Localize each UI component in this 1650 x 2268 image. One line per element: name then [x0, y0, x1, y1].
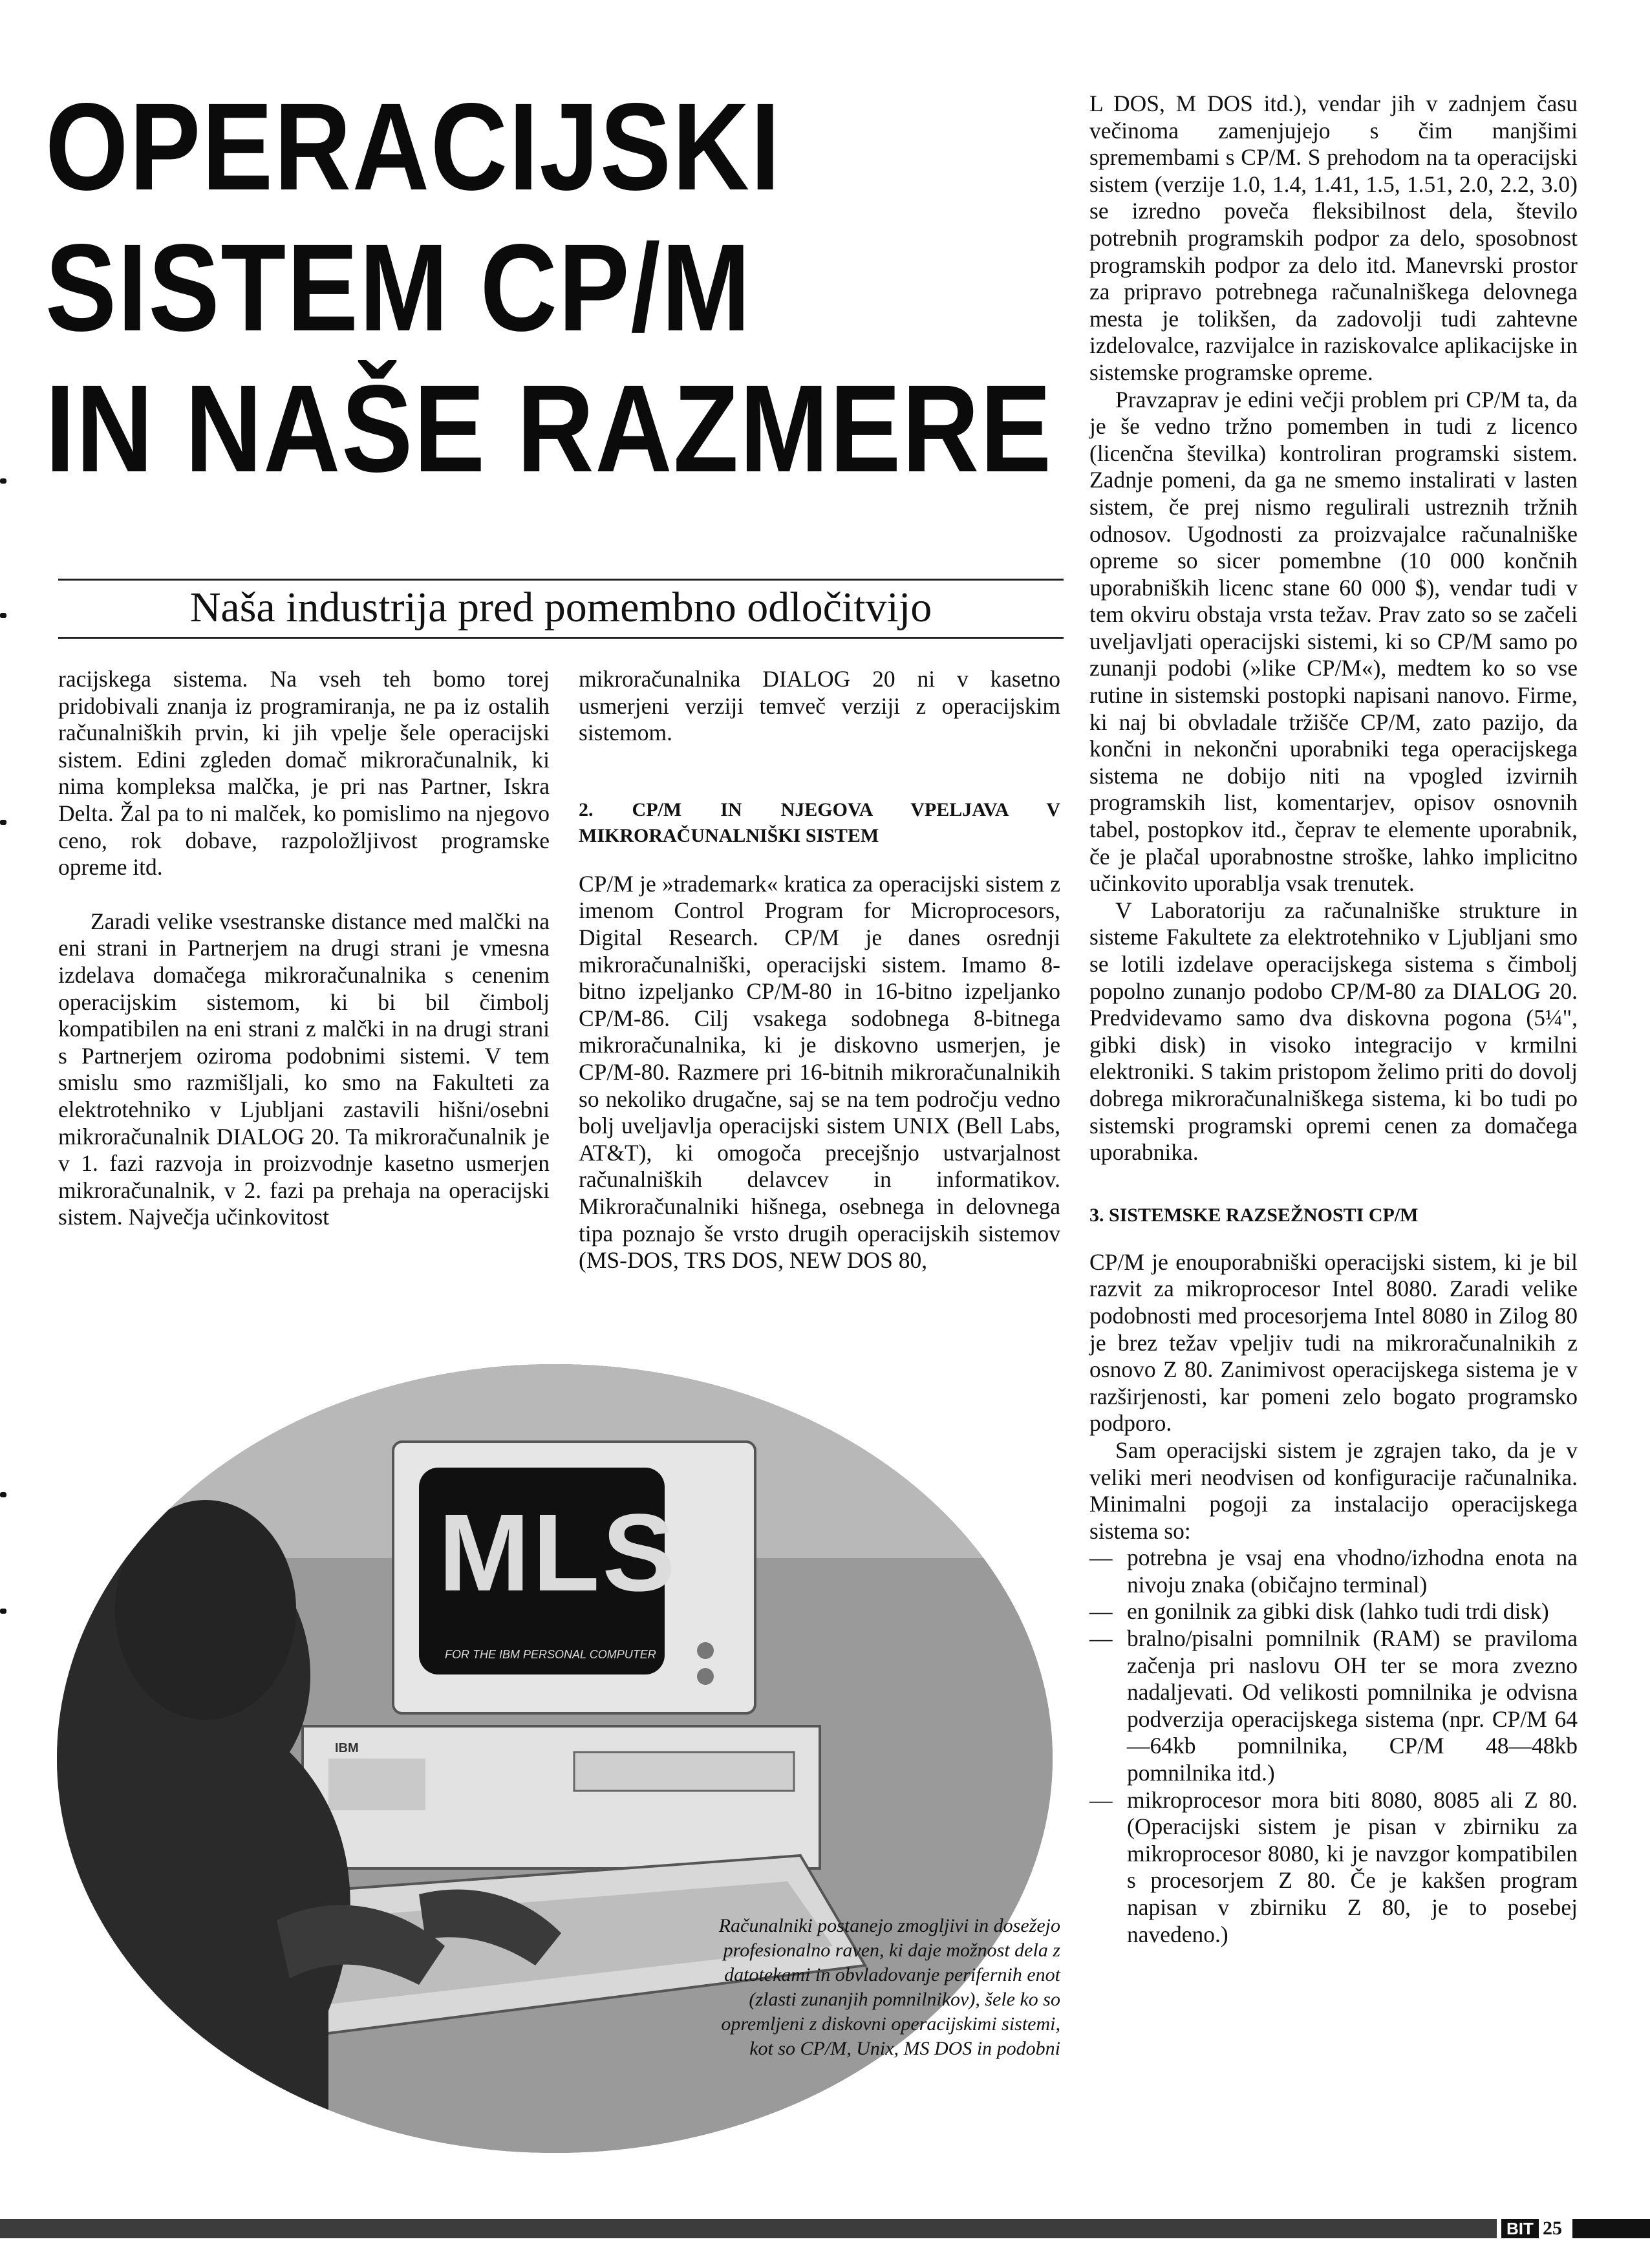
col2-paragraph-2: CP/M je »trademark« kratica za operacijski sistem z imenom Control Program for Microprocesors, Digital Research. CP/M je danes osrednji mikroračunalniški, operacijski sistem. Imamo 8-bitno izpeljanko CP/M-80 in 16-bitno izpeljanko CP/M-86. Cilj vsakega sodobnega 8-bitnega mikroračunalnika, ki je diskovno usmerjen, je CP/M-80. Razmere pri 16-bitnih mikroračunalnikih so nekoliko drugačne, saj se na tem področju vedno bolj uveljavlja operacijski sistem UNIX (Bell Labs, AT&T), ki omogoča precejšnjo ustvarjalnost računalniških delavcev in informatikov. Mikroračunalniki hišnega, osebnega in delovnega tipa poznajo še vrsto drugih operacijskih sistemov (MS-DOS, TRS DOS, NEW DOS 80,: [579, 870, 1060, 1274]
article-headline: [45, 76, 1053, 499]
column-3: [1089, 91, 1578, 1948]
edge-mark: [0, 613, 6, 618]
headline-line-1: OPERACIJSKI: [45, 77, 782, 216]
requirements-list: [1089, 1545, 1578, 1948]
subtitle-top-rule: [58, 579, 1064, 581]
footer-bar: [0, 2219, 1650, 2238]
screen-logo-text: MLS: [438, 1492, 678, 1614]
col1-paragraph-1: racijskega sistema. Na vseh teh bomo torej pridobivali znanja iz programiranja, ne pa iz ostalih računalniških prvin, ki jih vpelje šele operacijski sistem. Edini zgleden domač mikroračunalnik, ki nima kompleksa malčka, je pri nas Partner, Iskra Delta. Žal pa to ni malček, ko pomislimo na njegovo ceno, rok dobave, razpoložljivost programske opreme itd.: [58, 666, 550, 881]
col3-paragraph-5: Sam operacijski sistem je zgrajen tako, da je v veliki meri neodvisen od konfiguracije računalnika. Minimalni pogoji za instalacijo operacijskega sistema so:: [1089, 1437, 1578, 1544]
column-2: [579, 666, 1060, 1274]
col3-paragraph-2: Pravzaprav je edini večji problem pri CP/M ta, da je še vedno tržno pomemben in tudi z licenco (licenčna številka) kontroliran programski sistem. Zadnje pomeni, da ga ne smemo instalirati v lasten sistem, če prej nismo regulirali ustreznih tržnih odnosov. Ugodnosti za proizvajalce računalniške opreme so sicer pomembne (10 000 končnih uporabniških licenc stane 60 000 $), vendar tudi v tem okviru obstaja vrsta težav. Prav zato so se začeli uveljavljati operacijski sistemi, ki so CP/M samo po zunanji podobi (»like CP/M«), medtem ko so vse rutine in sistemski postopki napisani nanovo. Firme, ki naj bi obvladale tržišče CP/M, zato pazijo, da končni in nekončni uporabniki tega operacijskega sistema ne dobijo niti na vpogled izvirnih programskih list, komentarjev, opisov osnovnih tabel, postopkov itd., čeprav te elemente uporabnik, če je plačal uporabnostne stroške, lahko implicitno učinkovito uporablja vsak trenutek.: [1089, 386, 1578, 897]
list-item: — mikroprocesor mora biti 8080, 8085 ali Z 80. (Operacijski sistem je pisan v zbirniku za mikroprocesor 8080, ki je navzgor kompatibilen s procesorjem Z 80. Če je kakšen program napisan v zbirniku Z 80, je to posebej navedeno.): [1089, 1787, 1578, 1949]
edge-mark: [0, 1609, 6, 1614]
footer-bar-end: [1572, 2219, 1650, 2238]
col3-paragraph-1: L DOS, M DOS itd.), vendar jih v zadnjem času večinoma zamenjujejo s čim manjšimi spremembami s CP/M. S prehodom na ta operacijski sistem (verzije 1.0, 1.4, 1.41, 1.5, 1.51, 2.0, 2.2, 3.0) se izredno poveča fleksibilnost dela, število potrebnih programskih podpor za delo, sposobnost programskih podpor za delo itd. Manevrski prostor za pripravo potrebnega računalniškega delovnega mesta je tolikšen, da zadovolji tudi zahtevne izdelovalce, razvijalce in raziskovalce aplikacijske in sistemske programske opreme.: [1089, 91, 1578, 385]
col2-section-heading: 2. CP/M IN NJEGOVA VPELJAVA V MIKRORAČUNALNIŠKI SISTEM: [579, 798, 1060, 846]
col1-paragraph-2: Zaradi velike vsestranske distance med malčki na eni strani in Partnerjem na drugi strani je vmesna izdelava domačega mikroračunalnika s cenenim operacijskim sistemom, ki bi bil čimbolj kompatibilen na eni strani z malčki in na drugi strani s Partnerjem oziroma podobnimi sistemi. V tem smislu smo razmišljali, ko smo na Fakulteti za elektrotehniko v Ljubljani zastavili hišni/osebni mikroračunalnik DIALOG 20. Ta mikroračunalnik je v 1. fazi razvoja in proizvodnje kasetno usmerjen mikroračunalnik, v 2. fazi pa prehaja na operacijski sistem. Največja učinkovitost: [58, 908, 550, 1230]
col2-paragraph-1: mikroračunalnika DIALOG 20 ni v kasetno usmerjeni verziji temveč verziji z operacijskim sistemom.: [579, 666, 1060, 746]
headline-line-3: IN NAŠE RAZMERE: [45, 359, 1053, 498]
photo-caption: Računalniki postanejo zmogljivi in dosežejo profesionalno raven, ki daje možnost dela z datotekami in obvladovanje perifernih enot (zlasti zunanjih pomnilnikov), šele ko so opremljeni z diskovni operacijskimi sistemi, kot so CP/M, Unix, MS DOS in podobni: [718, 1915, 1060, 2059]
brand-label: IBM: [335, 1741, 359, 1755]
edge-mark: [0, 1492, 6, 1497]
screen-caption-text: FOR THE IBM PERSONAL COMPUTER: [445, 1648, 656, 1661]
col3-paragraph-3: V Laboratoriju za računalniške strukture in sisteme Fakultete za elektrotehniko v Ljubljani smo se lotili izdelave operacijskega sistema s čimbolj popolno zunanjo podobo CP/M-80 za DIALOG 20. Predvidevamo samo dva diskovna pogona (5¼", gibki disk) in visoko integracijo v krmilni elektroniki. S takim pristopom želimo priti do dovolj dobrega mikroračunalniškega sistema, ki bo tudi po sistemski programski opremi cenen za domačega uporabnika.: [1089, 897, 1578, 1166]
subtitle-bottom-rule: [58, 637, 1064, 639]
page-number: 25: [1543, 2218, 1562, 2239]
col3-paragraph-4: CP/M je enouporabniški operacijski sistem, ki je bil razvit za mikroprocesor Intel 8080. Zaradi velike podobnosti med procesorjema Intel 8080 in Zilog 80 je brez težav vpeljiv tudi na mikroračunalnikih z osnovo Z 80. Zanimivost operacijskega sistema je v razširjenosti, kar pomeni zelo bogato programsko podporo.: [1089, 1248, 1578, 1437]
edge-mark: [0, 820, 6, 825]
column-1: [58, 666, 550, 1231]
magazine-logo: BIT: [1501, 2219, 1539, 2238]
article-subtitle: Naša industrija pred pomembno odločitvijo: [189, 584, 932, 631]
col3-section-heading: 3. SISTEMSKE RAZSEŽNOSTI CP/M: [1089, 1204, 1419, 1226]
list-item: — potrebna je vsaj ena vhodno/izhodna enota na nivoju znaka (običajno terminal): [1089, 1545, 1578, 1598]
list-item: — bralno/pisalni pomnilnik (RAM) se praviloma začenja pri naslovu OH ter se mora zvezno nadaljevati. Od velikosti pomnilnika je odvisna podverzija operacijskega sistema (npr. CP/M 64—64kb pomnilnika, CP/M 48—48kb pomnilnika itd.): [1089, 1625, 1578, 1787]
edge-mark: [0, 478, 6, 484]
list-item: — en gonilnik za gibki disk (lahko tudi trdi disk): [1089, 1598, 1578, 1625]
headline-line-2: SISTEM CP/M: [45, 218, 752, 357]
